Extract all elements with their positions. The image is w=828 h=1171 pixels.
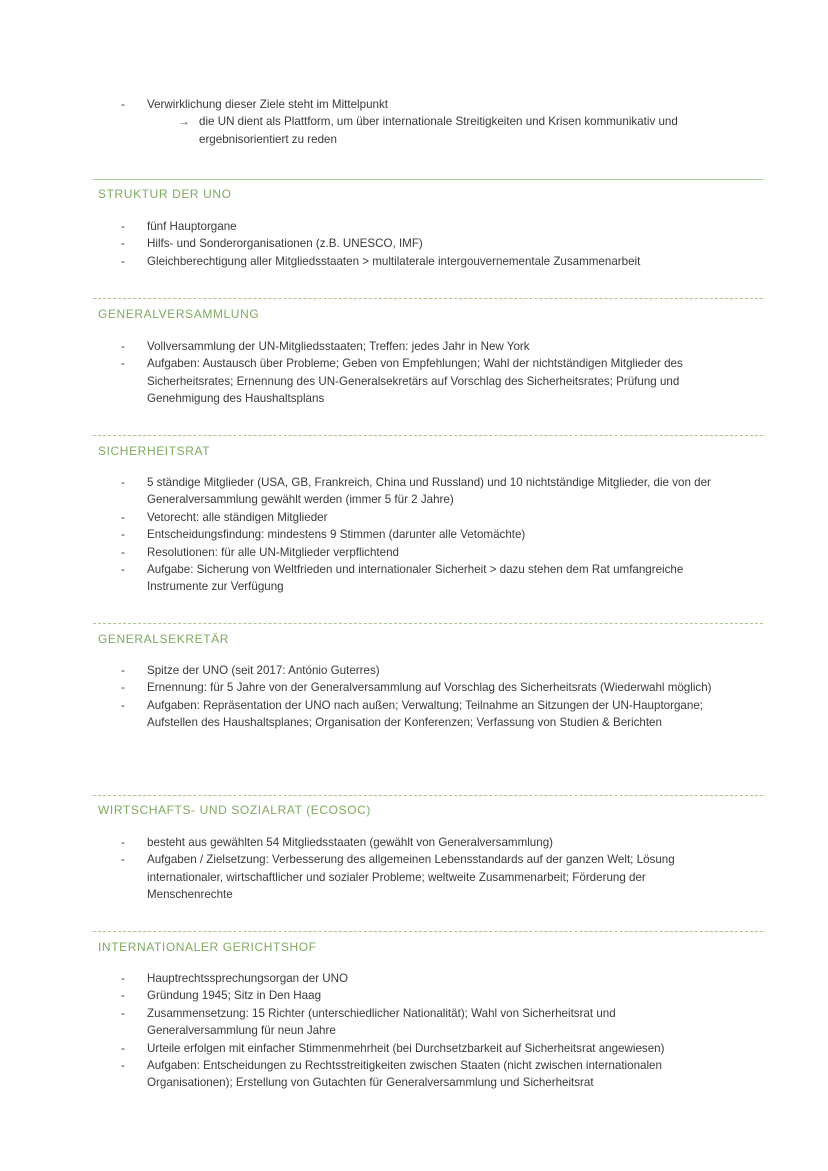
list-item <box>0 355 828 407</box>
list-item-text: Aufgaben: Austausch über Probleme; Geben von Empfehlungen; Wahl der nichtständigen Mitglieder des Sicherheitsrates; Ernennung des UN-Generalsekretärs auf Vorschlag des Sicherheitsrates; Prüfung und Genehmigung des Haushaltsplans <box>147 357 683 406</box>
list-item <box>0 338 828 355</box>
bullet-dash: - <box>121 340 125 353</box>
section-heading: GENERALSEKRETÄR <box>98 632 230 646</box>
list-item-text: fünf Hauptorgane <box>147 220 237 233</box>
bullet-dash: - <box>121 476 125 489</box>
section-list <box>0 218 828 270</box>
bullet-dash: - <box>121 664 125 677</box>
list-item-text: Vetorecht: alle ständigen Mitglieder <box>147 510 328 524</box>
bullet-dash: - <box>121 510 125 524</box>
list-item <box>0 1057 828 1092</box>
list-item <box>0 474 828 509</box>
list-item <box>0 526 828 543</box>
section-list <box>0 834 828 904</box>
list-item-text: Verwirklichung dieser Ziele steht im Mittelpunkt <box>147 98 388 111</box>
list-item <box>0 253 828 270</box>
list-item-text: Aufgaben: Repräsentation der UNO nach außen; Verwaltung; Teilnahme an Sitzungen der UN-Hauptorgane; Aufstellen des Haushaltsplanes; Organisation der Konferenzen; Verfassung von Studien & Berichten <box>147 698 703 730</box>
list-item <box>0 561 828 596</box>
bullet-dash: - <box>121 254 125 268</box>
bullet-dash: - <box>121 1006 125 1020</box>
list-item-text: Aufgaben / Zielsetzung: Verbesserung des allgemeinen Lebensstandards auf der ganzen Welt; Lösung internationaler, wirtschaftlicher und sozialer Probleme; weltweite Zusammenarbeit; Förderung der Menschenrechte <box>147 853 675 902</box>
section-heading: INTERNATIONALER GERICHTSHOF <box>98 940 317 954</box>
section-divider <box>93 795 763 796</box>
list-item-text: Gründung 1945; Sitz in Den Haag <box>147 989 322 1003</box>
list-item <box>0 970 828 987</box>
list-item-text: besteht aus gewählten 54 Mitgliedsstaaten (gewählt von Generalversammlung) <box>147 836 554 849</box>
list-item-text: Hauptrechtssprechungsorgan der UNO <box>147 972 349 985</box>
section-heading: STRUKTUR DER UNO <box>98 187 232 201</box>
bullet-dash: - <box>121 1059 125 1073</box>
bullet-dash: - <box>121 98 125 111</box>
arrow-note-text: die UN dient als Plattform, um über internationale Streitigkeiten und Krisen kommunikativ und ergebnisorientiert zu reden <box>199 115 678 146</box>
bullet-dash: - <box>121 681 125 695</box>
list-item-text: Gleichberechtigung aller Mitgliedsstaaten > multilaterale intergouvernementale Zusammenarbeit <box>147 254 641 268</box>
list-item <box>0 235 828 252</box>
bullet-dash: - <box>121 237 125 251</box>
bullet-dash: - <box>121 698 125 712</box>
section-heading: SICHERHEITSRAT <box>98 444 211 458</box>
section-list <box>0 662 828 732</box>
arrow-right-icon: → <box>178 115 190 129</box>
section-divider <box>93 435 763 436</box>
bullet-dash: - <box>121 220 125 233</box>
list-item-text: Ernennung: für 5 Jahre von der Generalversammlung auf Vorschlag des Sicherheitsrats (Wiederwahl möglich) <box>147 681 712 695</box>
bullet-dash: - <box>121 563 125 577</box>
list-item-text: Entscheidungsfindung: mindestens 9 Stimmen (darunter alle Vetomächte) <box>147 528 526 542</box>
bullet-dash: - <box>121 972 125 985</box>
list-item-text: Vollversammlung der UN-Mitgliedsstaaten; Treffen: jedes Jahr in New York <box>147 340 530 353</box>
section-divider <box>93 931 763 932</box>
section-divider <box>93 298 763 299</box>
list-item <box>0 679 828 696</box>
list-item-text: Aufgabe: Sicherung von Weltfrieden und internationaler Sicherheit > dazu stehen dem Rat umfangreiche Instrumente zur Verfügung <box>147 563 684 594</box>
list-item <box>0 697 828 732</box>
list-item <box>0 834 828 851</box>
list-item <box>0 851 828 903</box>
list-item <box>0 218 828 235</box>
bullet-dash: - <box>121 545 125 559</box>
bullet-dash: - <box>121 853 125 867</box>
list-item-text: Aufgaben: Entscheidungen zu Rechtsstreitigkeiten zwischen Staaten (nicht zwischen internationalen Organisationen); Erstellung von Gutachten für Generalversammlung und Sicherheitsrat <box>147 1059 662 1090</box>
bullet-dash: - <box>121 836 125 849</box>
list-item <box>0 987 828 1004</box>
section-list <box>0 338 828 408</box>
section-divider <box>93 623 763 624</box>
bullet-dash: - <box>121 528 125 542</box>
section-list <box>0 474 828 596</box>
list-item <box>0 662 828 679</box>
bullet-dash: - <box>121 1041 125 1055</box>
list-item <box>0 544 828 561</box>
list-item-text: Zusammensetzung: 15 Richter (unterschiedlicher Nationalität); Wahl von Sicherheitsrat und Generalversammlung für neun Jahre <box>147 1006 616 1038</box>
section-list <box>0 970 828 1092</box>
list-item-text: Urteile erfolgen mit einfacher Stimmenmehrheit (bei Durchsetzbarkeit auf Sicherheitsrat angewiesen) <box>147 1041 665 1055</box>
list-item-text: Spitze der UNO (seit 2017: António Guterres) <box>147 664 380 677</box>
list-item <box>0 1040 828 1057</box>
intro-list <box>0 96 828 113</box>
list-item <box>0 509 828 526</box>
section-heading: WIRTSCHAFTS- UND SOZIALRAT (ECOSOC) <box>98 803 372 817</box>
bullet-dash: - <box>121 989 125 1003</box>
list-item <box>0 96 828 113</box>
list-item-text: Hilfs- und Sonderorganisationen (z.B. UNESCO, IMF) <box>147 237 423 251</box>
section-heading: GENERALVERSAMMLUNG <box>98 307 260 321</box>
arrow-note <box>0 113 828 148</box>
list-item <box>0 1005 828 1040</box>
section-divider <box>93 179 763 180</box>
intro-block <box>0 96 828 148</box>
list-item-text: Resolutionen: für alle UN-Mitglieder verpflichtend <box>147 545 399 559</box>
list-item-text: 5 ständige Mitglieder (USA, GB, Frankreich, China und Russland) und 10 nichtständige Mitglieder, die von der Generalversammlung gewählt werden (immer 5 für 2 Jahre) <box>147 476 711 507</box>
bullet-dash: - <box>121 357 125 371</box>
